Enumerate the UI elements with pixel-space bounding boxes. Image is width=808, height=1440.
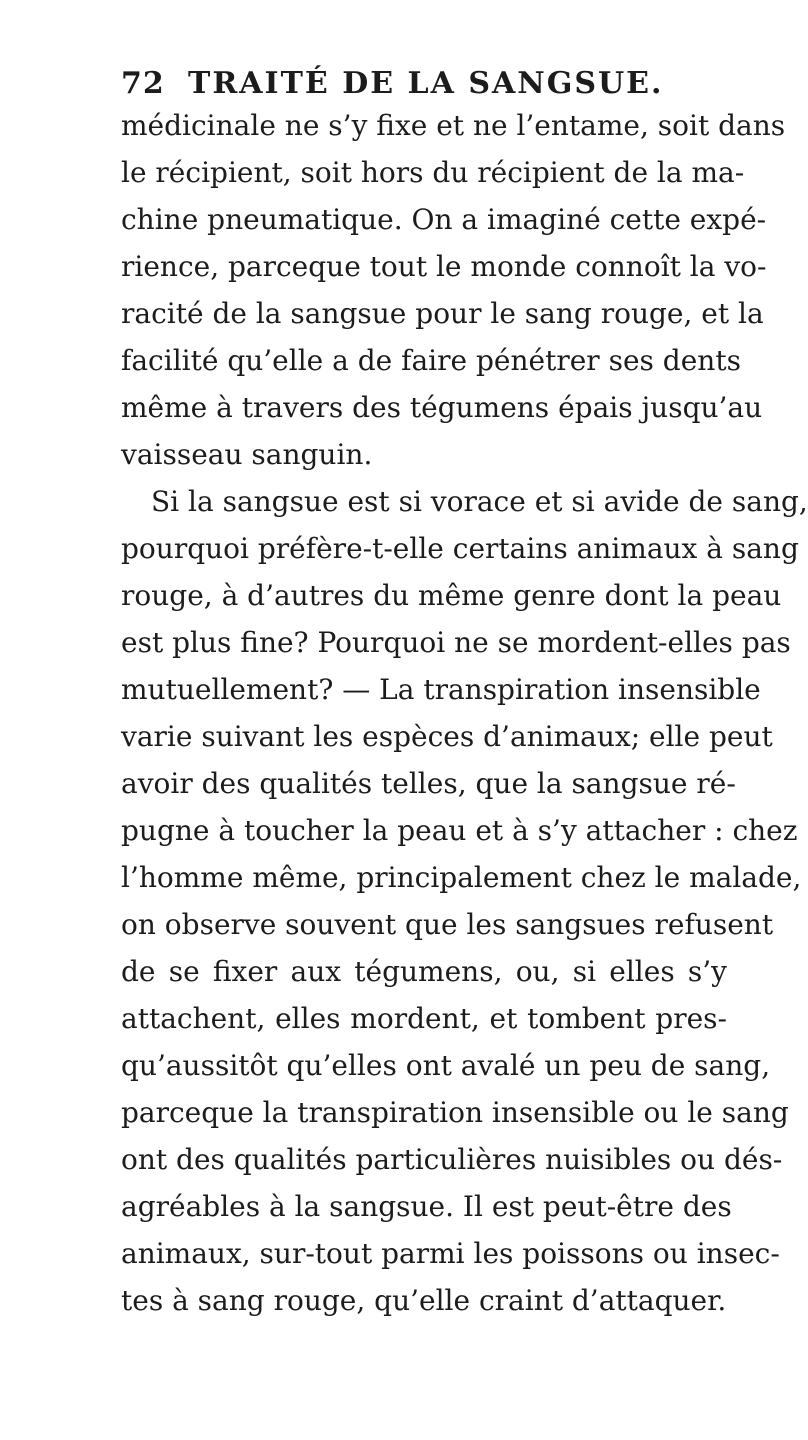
- text-line: rouge, à d’autres du même genre dont la peau: [121, 579, 782, 612]
- text-line: qu’aussitôt qu’elles ont avalé un peu de sang,: [121, 1049, 771, 1082]
- text-line: le récipient, soit hors du récipient de la ma-: [121, 156, 745, 189]
- text-line: ont des qualités particulières nuisibles ou dés-: [121, 1143, 783, 1176]
- text-line: attachent, elles mordent, et tombent pres-: [121, 1002, 727, 1035]
- text-line: mutuellement? — La transpiration insensible: [121, 673, 761, 706]
- text-line: racité de la sangsue pour le sang rouge, et la: [121, 297, 764, 330]
- text-line: pugne à toucher la peau et à s’y attacher : chez: [121, 814, 798, 847]
- text-line: agréables à la sangsue. Il est peut-être des: [121, 1190, 732, 1223]
- text-line: rience, parceque tout le monde connoît la vo-: [121, 250, 767, 283]
- page-number: 72: [121, 66, 165, 101]
- text-line: animaux, sur-tout parmi les poissons ou insec-: [121, 1237, 780, 1270]
- text-line: tes à sang rouge, qu’elle craint d’attaquer.: [121, 1284, 727, 1317]
- text-line: même à travers des tégumens épais jusqu’au: [121, 391, 763, 424]
- text-line: chine pneumatique. On a imaginé cette expé-: [121, 203, 767, 236]
- text-line: varie suivant les espèces d’animaux; elle peut: [121, 720, 773, 753]
- text-line: facilité qu’elle a de faire pénétrer ses dents: [121, 344, 741, 377]
- text-line: Si la sangsue est si vorace et si avide de sang,: [151, 485, 808, 518]
- text-line: avoir des qualités telles, que la sangsue ré-: [121, 767, 736, 800]
- text-line: médicinale ne s’y fixe et ne l’entame, soit dans: [121, 109, 786, 142]
- running-title: TRAITÉ DE LA SANGSUE.: [188, 66, 664, 101]
- text-line: est plus fine? Pourquoi ne se mordent-elles pas: [121, 626, 791, 659]
- text-line: vaisseau sanguin.: [121, 438, 373, 471]
- text-line: pourquoi préfère-t-elle certains animaux à sang: [121, 532, 799, 565]
- text-line: l’homme même, principalement chez le malade,: [121, 861, 802, 894]
- text-line: parceque la transpiration insensible ou le sang: [121, 1096, 789, 1129]
- text-line: on observe souvent que les sangsues refusent: [121, 908, 774, 941]
- text-line: de se fixer aux tégumens, ou, si elles s’y: [121, 955, 727, 988]
- body-text: [121, 102, 808, 1324]
